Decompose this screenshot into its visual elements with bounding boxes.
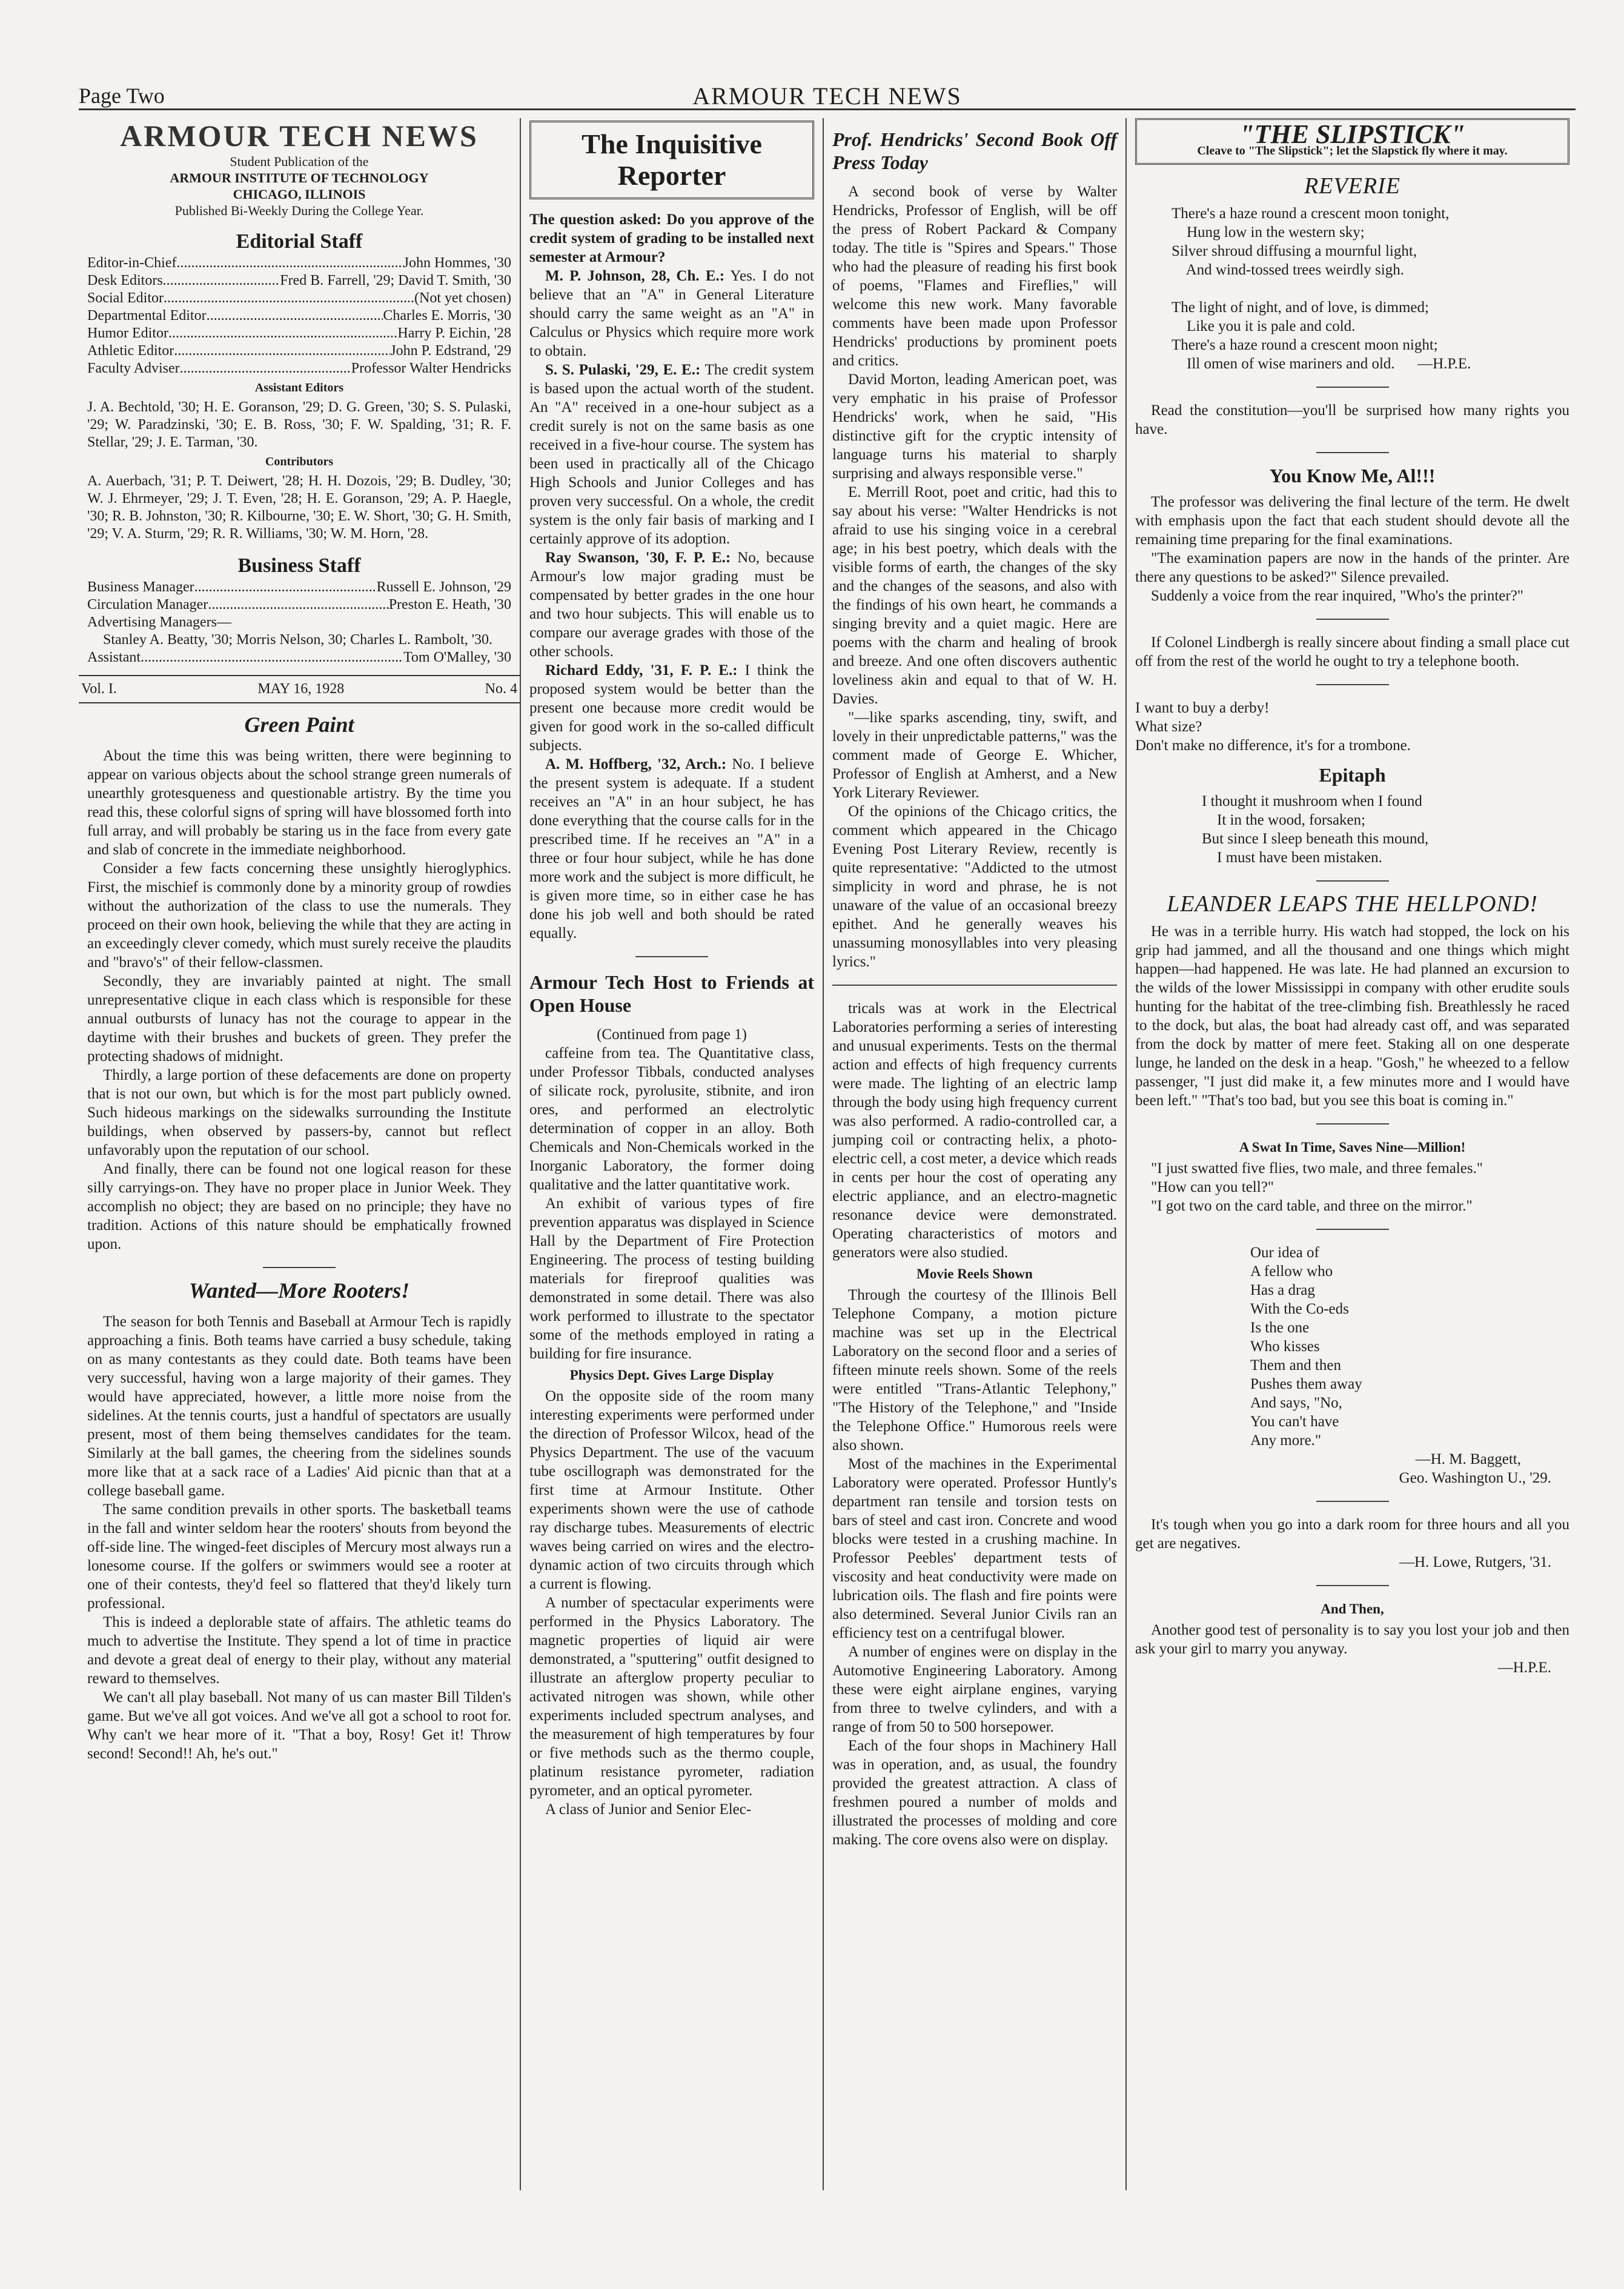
paragraph: A number of engines were on display in the Automotive Engineering Laboratory. Among these were eight airplane engines, varying from three to twelve cylinders, and with a range of from 50 to 500 horsepower. [832, 1644, 1117, 1735]
line: You can't have [1250, 1414, 1339, 1430]
paragraph: "The examination papers are now in the hands of the printer. Are there any questions to be asked?" Silence prevailed. [1135, 550, 1569, 585]
line: And wind-tossed trees weirdly sigh. [1172, 262, 1404, 278]
paragraph: The same condition prevails in other sports. The basketball teams in the fall and winter seldom hear the rooters' shouts from beyond the off-side line. The winged-feet disciples of Mercury most always run a lonesome course. If the golfers or swimmers would see a rooter at one of their contests, they'd feel so flattered that they'd likely turn professional. [87, 1501, 511, 1612]
paragraph: "I just swatted five flies, two male, and three females." [1151, 1160, 1483, 1177]
staff-row [87, 272, 511, 290]
physics-body [529, 1387, 814, 1819]
swat-title: A Swat In Time, Saves Nine—Million! [1239, 1140, 1466, 1155]
idea-signature-school: Geo. Washington U., '29. [1399, 1470, 1551, 1486]
al-body [1135, 493, 1569, 605]
idea-signature: —H. M. Baggett, [1415, 1451, 1521, 1467]
masthead-line: ARMOUR INSTITUTE OF TECHNOLOGY [170, 170, 429, 185]
staff-row [87, 579, 511, 596]
staff-role: Departmental Editor [87, 308, 207, 324]
staff-role: Athletic Editor [87, 343, 174, 359]
divider [1316, 1501, 1389, 1502]
movie-subhead: Movie Reels Shown [916, 1266, 1033, 1281]
line: And says, "No, [1250, 1395, 1342, 1411]
paragraph: An exhibit of various types of fire prevention apparatus was displayed in Science Hall by the Department of Fire Protection Engineering. The process of testing building materials for fireproof qualities was demonstrated in some detail. There was also work performed to illustrate to the spectator some of the methods employed in rating a building for fire insurance. [529, 1195, 814, 1362]
line: Our idea of [1250, 1244, 1319, 1261]
masthead-line: CHICAGO, ILLINOIS [233, 187, 366, 202]
column-1 [79, 118, 521, 2190]
line: I want to buy a derby! [1135, 700, 1270, 716]
business-staff-heading: Business Staff [237, 554, 361, 577]
staff-name: Russell E. Johnson, '29 [376, 579, 511, 595]
epitaph-title: Epitaph [1319, 764, 1386, 786]
advertising-label: Advertising Managers— [87, 614, 231, 630]
negatives-signature: —H. Lowe, Rutgers, '31. [1399, 1554, 1551, 1570]
staff-name: John Hommes, '30 [403, 255, 511, 271]
leader-dots [164, 290, 414, 307]
column-4 [1127, 118, 1578, 2190]
line: It in the wood, forsaken; [1202, 812, 1366, 828]
open-house-body [529, 1044, 814, 1363]
staff-role: Circulation Manager [87, 597, 208, 613]
line: Like you it is pale and cold. [1172, 318, 1356, 334]
idea-poem [1135, 1243, 1569, 1450]
staff-row [87, 254, 511, 272]
rooters-title: Wanted—More Rooters! [188, 1278, 410, 1303]
inquisitive-reporter-title: The Inquisitive Reporter [529, 121, 814, 199]
line: Any more." [1250, 1432, 1322, 1449]
staff-name: Professor Walter Hendricks [351, 360, 511, 376]
advertising-names: Stanley A. Beatty, '30; Morris Nelson, 30; Charles L. Rambolt, '30. [103, 632, 493, 648]
staff-role: Editor-in-Chief [87, 255, 177, 271]
reverie-title: REVERIE [1304, 173, 1400, 199]
staff-row [87, 596, 511, 614]
editorial-staff-heading: Editorial Staff [236, 230, 363, 253]
staff-role: Assistant [87, 649, 141, 665]
column-3 [824, 118, 1127, 2190]
staff-name: (Not yet chosen) [414, 290, 511, 306]
answer-text: No, because Armour's low major grading must be compensated by better grades in the one hour and two hour subjects. This will enable us to compare our average grades with those of the other schools. [529, 550, 815, 660]
line: Pushes them away [1250, 1376, 1362, 1392]
reverie-poem [1135, 204, 1569, 373]
constitution-joke: Read the constitution—you'll be surprised how many rights you have. [1135, 402, 1569, 437]
answers [529, 267, 814, 943]
line: I thought it mushroom when I found [1202, 793, 1422, 809]
paragraph: And finally, there can be found not one logical reason for these silly carryings-on. They have no proper place in Junior Week. They accomplish no object; they are based on no principle; they have no tradition. Actions of this nature should be emphatically frowned upon. [87, 1161, 511, 1252]
paragraph: E. Merrill Root, poet and critic, had this to say about his verse: "Walter Hendricks is not afraid to use his singing voice in a cerebral age; in his best poetry, which deals with the visible forms of earth, the changes of the sky and the changes of the seasons, and also with the findings of his own heart, he commands a singing brevity and a quiet magic. Here are poems with the charm and healing of brook and breeze. And one often discovers authentic loveliness akin and equal to that of W. H. Davies. [832, 484, 1117, 707]
green-paint-body [87, 746, 511, 1254]
leader-dots [194, 579, 377, 596]
al-title: You Know Me, Al!!! [1269, 465, 1436, 487]
lindbergh-joke: If Colonel Lindbergh is really sincere about finding a small place cut off from the rest of the world he ought to try a telephone booth. [1135, 634, 1569, 669]
leader-dots [180, 360, 351, 377]
divider [1316, 452, 1389, 453]
paragraph: "How can you tell?" [1151, 1179, 1274, 1195]
line: There's a haze round a crescent moon tonight, [1172, 205, 1450, 222]
paragraph: A class of Junior and Senior Elec- [545, 1801, 752, 1818]
paragraph: Each of the four shops in Machinery Hall was in operation, and, as usual, the foundry provided the greatest attraction. A class of freshmen poured a number of molds and illustrated the processes of molding and core making. The core ovens also were on display. [832, 1738, 1117, 1848]
leader-dots [176, 254, 403, 272]
masthead-line: Student Publication of the [230, 154, 369, 169]
divider [1316, 387, 1389, 388]
answer [529, 548, 814, 661]
line: Is the one [1250, 1320, 1310, 1336]
leander-body: He was in a terrible hurry. His watch had stopped, the lock on his grip had jammed, and all the thousand and one things which might happen—had happened. He was late. He had planned an excursion to the wilds of the lower Mississippi in company with other erudite souls hunting for the habitat of the tree-climbing fish. Breathlessly he raced to the dock, but alas, the boat had already cast off, and was separated from the dock by matter of mere feet. Staking all on one desperate lunge, he landed on the desk in a heap. "Gosh," he wheezed to a fellow passenger, "I just did make it, a few minutes more and I would have been left." "That's too bad, but you see this boat is coming in." [1135, 923, 1569, 1109]
masthead [87, 118, 511, 219]
paragraph: This is indeed a deplorable state of affairs. The athletic teams do much to advertise the Institute. They spend a lot of time in practice and devote a great deal of energy to their play, without any material reward to themselves. [87, 1614, 511, 1687]
paragraph: Secondly, they are invariably painted at night. The small unrepresentative clique in each class which is responsible for these annual outbursts of lunacy has not the courage to appear in the daytime with their brushes and buckets of green. They prefer the protecting shadows of midnight. [87, 973, 511, 1065]
staff-name: Fred B. Farrell, '29; David T. Smith, '30 [280, 273, 511, 288]
line: With the Co-eds [1250, 1301, 1349, 1317]
paragraph: Through the courtesy of the Illinois Bell Telephone Company, a motion picture machine was set up in the Electrical Laboratory on the second floor and a series of fifteen minute reels shown. Some of the reels were entitled "Trans-Atlantic Telephony," "The History of the Telephone," and "Inside the Telephone Office." Humorous reels were also shown. [832, 1287, 1117, 1453]
line: Them and then [1250, 1357, 1341, 1374]
divider [1316, 684, 1389, 685]
answer [529, 661, 814, 755]
editorial-staff-list [87, 254, 511, 377]
green-paint-title: Green Paint [244, 713, 354, 737]
staff-name: Harry P. Eichin, '28 [397, 325, 511, 341]
staff-row [87, 342, 511, 360]
leader-dots [163, 272, 280, 290]
and-then-title: And Then, [1321, 1601, 1384, 1616]
answer-text: No. I believe the present system is adequate. If a student receives an "A" in an hour subject, he has done everything that the course calls for in the prescribed time. If he receives an "A" in a three or four hour subject, while he has done more work and the subject is more difficult, he is given more time, so in either case he has done his job well and both should be rated equally. [529, 756, 815, 942]
question: The question asked: Do you approve of the credit system of grading to be installed next semester at Armour? [529, 211, 814, 265]
staff-name: Tom O'Malley, '30 [403, 649, 511, 665]
answer-text: The credit system is based upon the actual worth of the student. An "A" received in a one-hour subject as a credit surely is not on the same basis as one received in a five-hour course. The system has been used in practically all of the Chicago High Schools and Junior Colleges and has proven very successful. On a whole, the credit system is the only fair basis of marking and I certainly approve of its adoption. [529, 362, 814, 547]
masthead-title: ARMOUR TECH NEWS [120, 119, 479, 153]
leader-dots [208, 596, 388, 614]
answer-text: Yes. I do not believe that an "A" in General Literature should carry the same weight as an "A" in Calculus or Physics which require more work to obtain. [529, 268, 814, 359]
assistant-editors: J. A. Bechtold, '30; H. E. Goranson, '29; D. G. Green, '30; S. S. Pulaski, '29; W. Paradzinski, '30; E. B. Ross, '30; F. W. Spalding, '31; R. F. Stellar, '29; J. E. Tarman, '30. [87, 399, 511, 450]
leader-dots [168, 325, 397, 342]
continued-note: (Continued from page 1) [597, 1026, 747, 1043]
line: Ill omen of wise mariners and old. —H.P.E. [1172, 356, 1471, 372]
volume: Vol. I. [81, 681, 117, 697]
paragraph: On the opposite side of the room many interesting experiments were performed under the direction of Professor Wilcox, head of the Physics Department. The use of the vacuum tube oscillograph was demonstrated for the first time at Armour Institute. Other experiments shown were the use of cathode ray discharge tubes. Measurements of electric waves being carried on wires and the electro-dynamic action of two circuits through which a current is flowing. [529, 1388, 814, 1592]
line: Hung low in the western sky; [1172, 224, 1365, 241]
line: A fellow who [1250, 1263, 1333, 1280]
line: The light of night, and of love, is dimmed; [1172, 299, 1429, 316]
epitaph-poem [1135, 792, 1569, 867]
staff-role: Desk Editors [87, 273, 163, 288]
staff-name: Charles E. Morris, '30 [383, 308, 511, 324]
masthead-line: Published Bi-Weekly During the College Year. [174, 203, 424, 218]
staff-role: Social Editor [87, 290, 164, 306]
staff-row [87, 290, 511, 307]
running-head: ARMOUR TECH NEWS [692, 82, 962, 110]
respondent-name: Ray Swanson, '30, F. P. E.: [545, 550, 731, 566]
and-then-signature: —H.P.E. [1497, 1659, 1551, 1676]
line: I must have been mistaken. [1202, 849, 1382, 866]
line: Has a drag [1250, 1282, 1315, 1298]
respondent-name: Richard Eddy, '31, F. P. E.: [545, 662, 738, 679]
divider [1316, 1585, 1389, 1586]
staff-name: Preston E. Heath, '30 [388, 597, 511, 613]
staff-row [87, 360, 511, 377]
assistant-editors-heading: Assistant Editors [254, 381, 344, 394]
divider [832, 985, 1117, 986]
paragraph: The season for both Tennis and Baseball at Armour Tech is rapidly approaching a finis. Both teams have carried a busy schedule, taking on as many contestants as they could date. Both teams have been very successful, having won a large majority of their games. They would have appreciated, however, a little more noise from the sidelines. At the tennis courts, just a handful of spectators are usually present, most of them being themselves candidates for the team. Similarly at the ball games, the cheering from the sidelines sounds more like that at a sack race of a Ladies' Aid picnic than that at a college baseball game. [87, 1314, 511, 1499]
divider [635, 956, 708, 957]
contributors: A. Auerbach, '31; P. T. Deiwert, '28; H. H. Dozois, '29; B. Dudley, '30; W. J. Ehrmeyer, '29; J. T. Even, '28; H. E. Goranson, '29; A. P. Haegle, '30; R. B. Johnston, '30; R. Kilbourne, '30; E. W. Short, '30; G. H. Smith, '29; V. A. Sturm, '29; R. R. Williams, '30; W. M. Horn, '28. [87, 473, 511, 542]
page-header [79, 82, 1576, 110]
answer [529, 755, 814, 943]
paragraph: Most of the machines in the Experimental Laboratory were operated. Professor Huntly's department ran tensile and torsion tests on bars of steel and cast iron. Concrete and wood blocks were tested in a crushing machine. In Professor Peebles' department tests of viscosity and heat conductivity were made on lubrication oils. The flash and fire points were also determined. Several Junior Civils ran an efficiency test on a centrifugal blower. [832, 1456, 1117, 1641]
open-house-title: Armour Tech Host to Friends at Open House [529, 971, 814, 1016]
staff-role: Humor Editor [87, 325, 168, 341]
divider [263, 1267, 336, 1268]
rooters-body [87, 1312, 511, 1763]
line: What size? [1135, 719, 1202, 735]
staff-role: Business Manager [87, 579, 194, 595]
paragraph: A number of spectacular experiments were performed in the Physics Laboratory. The magnetic properties of liquid air were demonstrated, a "sputtering" outfit designed to illustrate an afterglow property peculiar to activated nitrogen was shown, while other experiments included spectrum analyses, and the measurement of high temperatures by four or five methods such as the thermo couple, platinum resistance pyrometer, radiation pyrometer, and an optical pyrometer. [529, 1595, 814, 1799]
paragraph: tricals was at work in the Electrical Laboratories performing a series of interesting and unusual experiments. Tests on the thermal action and effects of high frequency currents were made. The lighting of an electric lamp through the body using high frequency current was also performed. A radio-controlled car, a jumping coil or contracting helix, a photo-electric cell, a cost meter, a device which reads in cents per hour the cost of operating any electric appliance, and an electro-magnetic resonance device were demonstrated. Operating characteristics of motors and generators were also studied. [832, 1000, 1117, 1261]
divider [1316, 1229, 1389, 1230]
paragraph: About the time this was being written, there were beginning to appear on various objects about the school strange green numerals of unearthly grotesqueness and questionable artistry. By the time you read this, these colorful signs of spring will have blossomed forth into full array, and will probably be staring us in the face from every gate and slab of concrete in the immediate neighborhood. [87, 748, 511, 858]
answer [529, 267, 814, 360]
open-house-continued [832, 999, 1117, 1262]
line: Silver shroud diffusing a mournful light, [1172, 243, 1417, 259]
leader-dots [207, 307, 383, 325]
answer [529, 360, 814, 548]
respondent-name: S. S. Pulaski, '29, E. E.: [545, 362, 701, 378]
page-number: Page Two [79, 84, 165, 108]
physics-subhead: Physics Dept. Gives Large Display [569, 1367, 774, 1383]
paragraph: caffeine from tea. The Quantitative class, under Professor Tibbals, conducted analyses of silicate rock, pyrolusite, stibnite, and iron ores, and performed an electrolytic determination of copper in an alloy. Both Chemicals and Non-Chemicals worked in the Inorganic Laboratory, the former doing qualitative and the latter quantitative work. [529, 1045, 814, 1193]
business-staff-list [87, 579, 511, 614]
line: There's a haze round a crescent moon night; [1172, 337, 1438, 353]
slipstick-tagline: Cleave to "The Slipstick"; let the Slapstick fly where it may. [1197, 144, 1508, 158]
answer-text: I think the proposed system would be better than the present one because more credit would be given for good work in the so-called difficult subjects. [529, 662, 814, 754]
staff-row [87, 649, 511, 666]
contributors-heading: Contributors [265, 455, 334, 468]
issue-date: MAY 16, 1928 [257, 681, 345, 697]
hendricks-body [832, 182, 1117, 971]
staff-name: John P. Edstrand, '29 [390, 343, 511, 359]
paragraph: We can't all play baseball. Not many of us can master Bill Tilden's game. But we've all got voices. And we've all got a school to root for. Why can't we hear more of it. "That a boy, Rosy! Get it! Throw second! Second!! Ah, he's out." [87, 1689, 511, 1762]
hendricks-title: Prof. Hendricks' Second Book Off Press Today [832, 128, 1117, 173]
leander-title: LEANDER LEAPS THE HELLPOND! [1167, 891, 1538, 917]
paragraph: "I got two on the card table, and three on the mirror." [1151, 1198, 1473, 1214]
issue-number: No. 4 [485, 681, 517, 697]
and-then-body: Another good test of personality is to say you lost your job and then ask your girl to marry you anyway. [1135, 1622, 1569, 1657]
negatives-joke: It's tough when you go into a dark room for three hours and all you get are negatives. [1135, 1517, 1569, 1552]
paragraph: Consider a few facts concerning these unsightly hieroglyphics. First, the mischief is commonly done by a minority group of rowdies without the authorization of the class to use the numerals. They proceed on their own hook, believing the while that they are acting in an exceedingly clever comedy, which must surely receive the plaudits and "bravo's" of their fellow-classmen. [87, 860, 511, 971]
paragraph: "—like sparks ascending, tiny, swift, and lovely in their unpredictable patterns," was the comment made of George E. Whicher, Professor of English at Amherst, and a New York Literary Reviewer. [832, 709, 1117, 801]
paragraph: Suddenly a voice from the rear inquired, "Who's the printer?" [1151, 588, 1523, 604]
leader-dots [174, 342, 390, 360]
derby-joke [1135, 699, 1569, 755]
divider [1316, 619, 1389, 620]
volume-line [79, 675, 520, 703]
slipstick-banner [1135, 118, 1569, 165]
paragraph: Of the opinions of the Chicago critics, the comment which appeared in the Chicago Evening Post Literary Review, recently is quite representative: "Addicted to the utmost simplicity in word and phrase, he is not unaware of the value of an occasional breezy epithet. And he generally weaves his unassuming monosyllables into very pleasing lyrics." [832, 803, 1117, 970]
staff-row [87, 325, 511, 342]
staff-role: Faculty Adviser [87, 360, 180, 376]
paragraph: A second book of verse by Walter Hendricks, Professor of English, will be off the press of Robert Packard & Company today. The title is "Spires and Spears." Those who had the pleasure of reading his first book of poems, "Flames and Fireflies," will welcome this new work. Many favorable comments have been made upon Professor Hendricks' productions by prominent poets and critics. [832, 184, 1117, 369]
line: Don't make no difference, it's for a trombone. [1135, 737, 1411, 754]
respondent-name: M. P. Johnson, 28, Ch. E.: [545, 268, 725, 284]
paragraph: The professor was delivering the final lecture of the term. He dwelt with emphasis upon the fact that each student should devote all the remaining time preparing for the final examinations. [1135, 494, 1569, 548]
swat-body [1135, 1159, 1569, 1215]
paragraph: Thirdly, a large portion of these defacements are done on property that is not our own, but which is for the most part publicly owned. Such hideous markings on the sidewalks surrounding the Institute buildings, when observed by passers-by, cannot but reflect unfavorably upon the reputation of our school. [87, 1067, 511, 1158]
divider [1316, 1123, 1389, 1125]
staff-row [87, 307, 511, 325]
column-2 [521, 118, 824, 2190]
slipstick-title: "THE SLIPSTICK" [1239, 119, 1465, 149]
respondent-name: A. M. Hoffberg, '32, Arch.: [545, 756, 727, 772]
line: But since I sleep beneath this mound, [1202, 831, 1429, 847]
movie-body [832, 1286, 1117, 1849]
paragraph: David Morton, leading American poet, was very emphatic in his praise of Professor Hendricks' work, when he said, "His distinctive gift for the cryptic intensity of language turns his material to sharply surprising and always responsible verse." [832, 371, 1117, 482]
line [1172, 279, 1569, 298]
newspaper-columns [79, 118, 1578, 2190]
divider [1316, 880, 1389, 882]
line: Who kisses [1250, 1338, 1320, 1355]
